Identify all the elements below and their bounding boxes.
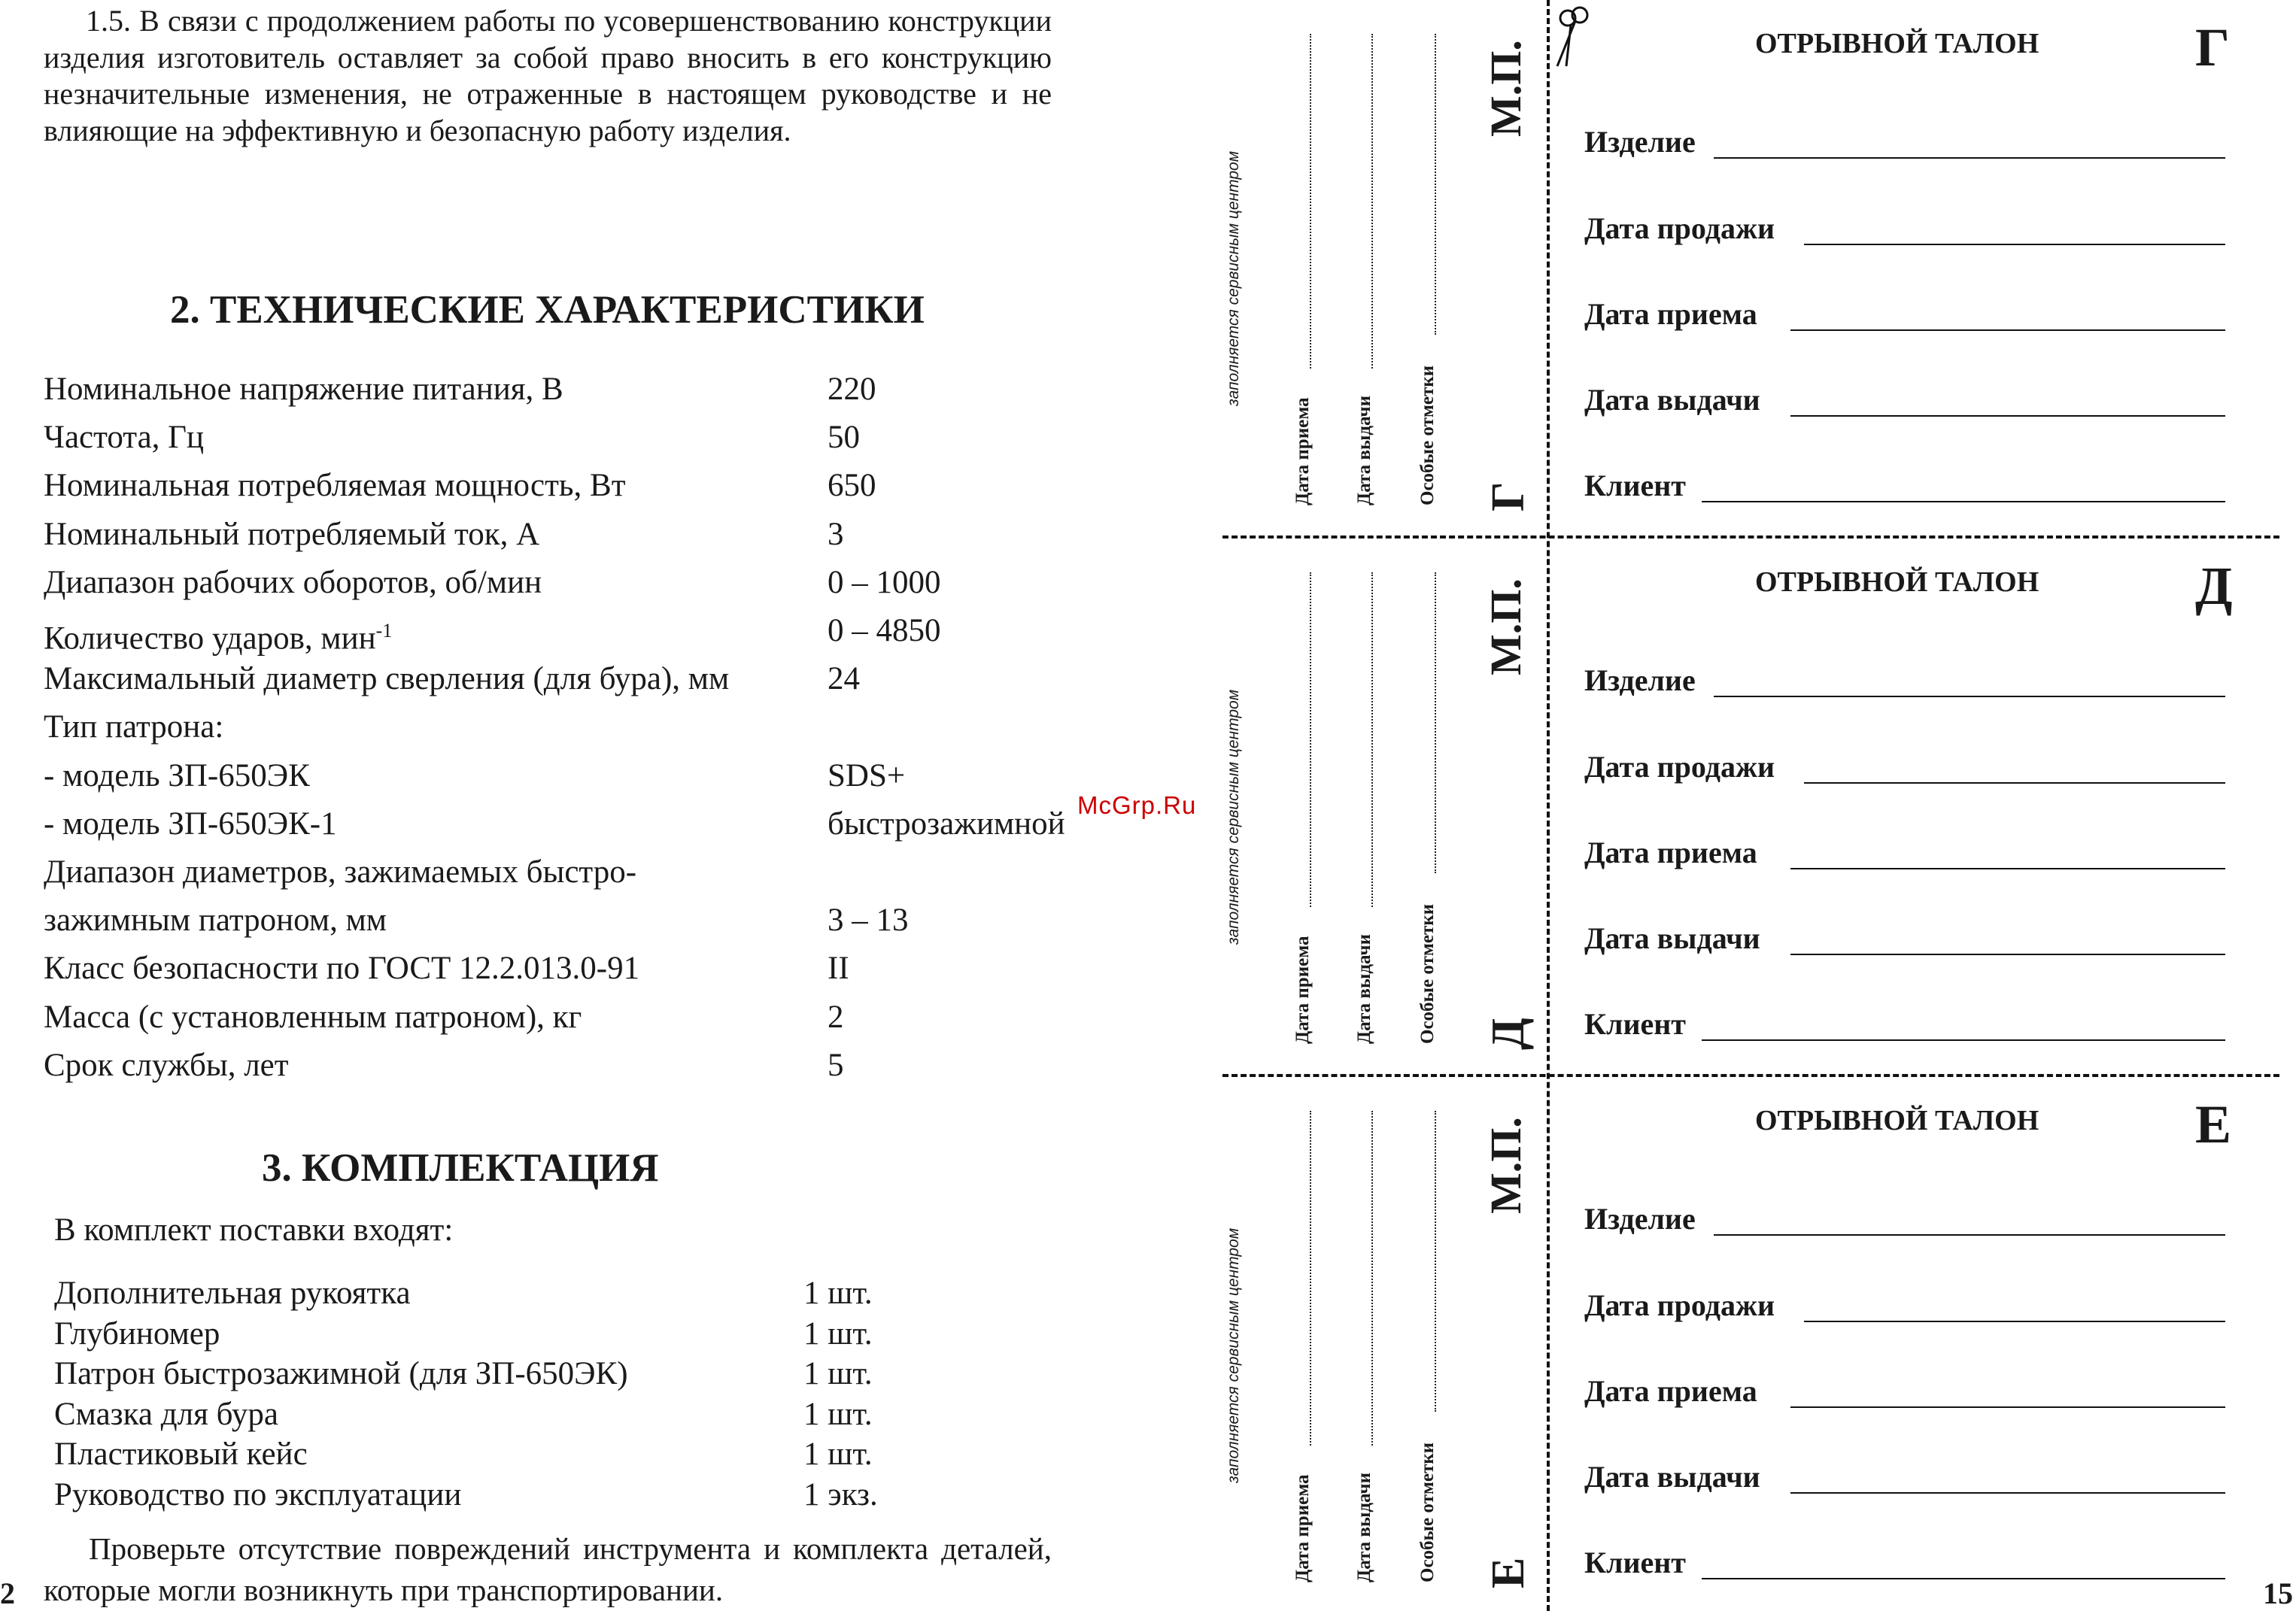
stub-stamp: М.П.	[1481, 578, 1530, 675]
stub-special-notes-dots	[1435, 1111, 1436, 1412]
section-2-title: 2. ТЕХНИЧЕСКИЕ ХАРАКТЕРИСТИКИ	[170, 288, 925, 332]
coupon-field-label: Клиент	[1584, 1007, 1686, 1041]
final-paragraph: Проверьте отсутствие повреждений инструмента и комплекта деталей, которые могли возникнуть при транспортировании.	[44, 1531, 1052, 1607]
coupon-letter: Д	[2195, 556, 2233, 616]
scissors-icon	[1550, 3, 1595, 71]
coupon-field-label: Изделие	[1584, 663, 1696, 697]
stub-special-notes: Особые отметки	[1417, 903, 1438, 1044]
stub-date-issued-dots	[1371, 34, 1373, 369]
coupon-letter: Е	[2195, 1094, 2232, 1154]
coupon-field-label: Дата приема	[1584, 1374, 1757, 1408]
cut-line-horizontal-1	[1222, 535, 2279, 539]
kit-item-name: Смазка для бура	[54, 1396, 278, 1432]
stub-date-received: Дата приема	[1292, 936, 1313, 1044]
coupon-field-underline	[1790, 868, 2225, 869]
coupon-field-label: Дата выдачи	[1584, 383, 1760, 417]
spec-label: Максимальный диаметр сверления (для бура), мм	[44, 661, 730, 697]
spec-label: - модель ЗП-650ЭК	[44, 757, 310, 793]
kit-item-qty: 1 шт.	[803, 1437, 873, 1472]
coupon-title: ОТРЫВНОЙ ТАЛОН	[1755, 566, 2039, 598]
coupon-field-underline	[1790, 1492, 2225, 1494]
spec-value: 5	[828, 1047, 844, 1083]
stub-date-issued-dots	[1371, 572, 1373, 907]
spec-value: 3	[828, 516, 844, 552]
cut-line-vertical	[1547, 0, 1550, 1611]
kit-item-qty: 1 шт.	[803, 1356, 873, 1391]
kit-intro: В комплект поставки входят:	[54, 1212, 454, 1248]
kit-item-name: Дополнительная рукоятка	[54, 1276, 411, 1311]
spec-value: 2	[828, 999, 844, 1035]
kit-item-name: Пластиковый кейс	[54, 1437, 308, 1472]
stub-date-received: Дата приема	[1292, 1474, 1313, 1582]
coupon-field-label: Клиент	[1584, 469, 1686, 502]
coupon-field-label: Дата выдачи	[1584, 1460, 1760, 1494]
spec-value: 0 – 4850	[828, 613, 941, 648]
spec-label: - модель ЗП-650ЭК-1	[44, 806, 337, 842]
stub-date-received-dots	[1310, 572, 1311, 907]
coupon-field-label: Дата выдачи	[1584, 921, 1760, 955]
coupon-letter: Г	[2195, 17, 2230, 77]
spec-label: Диапазон рабочих оборотов, об/мин	[44, 564, 542, 600]
watermark: McGrp.Ru	[1077, 791, 1197, 819]
spec-label: Класс безопасности по ГОСТ 12.2.013.0-91	[44, 951, 640, 987]
spec-value: 24	[828, 661, 860, 697]
intro-paragraph: 1.5. В связи с продолжением работы по усовершенствованию конструкции изделия изготовитель оставляет за собой право вносить в его конструкцию незначительные изменения, не отраженные в настоящем руководстве и не влияющие на эффективную и безопасную работу изделия.	[44, 4, 1052, 147]
page-number-right: 15	[2263, 1576, 2293, 1610]
stub-stamp: М.П.	[1481, 1117, 1530, 1214]
coupon-field-underline	[1790, 329, 2225, 331]
coupon-field-underline	[1714, 1234, 2225, 1236]
stub-letter: Е	[1483, 1557, 1534, 1588]
stub-date-issued: Дата выдачи	[1354, 1472, 1374, 1582]
coupon-field-label: Дата продажи	[1584, 211, 1775, 245]
spec-value: II	[828, 951, 849, 987]
spec-label: Масса (с установленным патроном), кг	[44, 999, 582, 1035]
coupon-field-underline	[1804, 1321, 2225, 1322]
coupon-field-label: Дата продажи	[1584, 1288, 1775, 1322]
spec-value: 3 – 13	[828, 903, 909, 939]
section-3-title: 3. КОМПЛЕКТАЦИЯ	[262, 1146, 659, 1190]
coupon-title: ОТРЫВНОЙ ТАЛОН	[1755, 28, 2039, 59]
coupon-field-underline	[1790, 954, 2225, 955]
spec-value: 50	[828, 420, 860, 456]
stub-special-notes-dots	[1435, 572, 1436, 873]
coupon-field-label: Изделие	[1584, 1202, 1696, 1236]
stub-service-note: заполняется сервисным центром	[1225, 1227, 1242, 1483]
cut-line-horizontal-2	[1222, 1074, 2279, 1077]
spec-label: Количество ударов, мин$^{-1}$	[44, 620, 393, 657]
coupon-field-underline	[1702, 1039, 2225, 1041]
stub-date-issued-dots	[1371, 1111, 1373, 1446]
spec-label: Частота, Гц	[44, 420, 205, 456]
coupon-field-underline	[1804, 244, 2225, 245]
stub-special-notes: Особые отметки	[1417, 365, 1438, 505]
coupon-field-label: Дата приема	[1584, 836, 1757, 869]
spec-label: Номинальное напряжение питания, В	[44, 372, 563, 407]
spec-value: 220	[828, 372, 876, 407]
stub-date-issued: Дата выдачи	[1354, 933, 1374, 1044]
coupon-field-underline	[1702, 1578, 2225, 1579]
coupon-field-label: Дата приема	[1584, 297, 1757, 331]
page-number-left: 2	[0, 1576, 15, 1610]
coupon-field-label: Клиент	[1584, 1546, 1686, 1579]
spec-label: зажимным патроном, мм	[44, 903, 387, 939]
spec-label: Номинальная потребляемая мощность, Вт	[44, 468, 626, 504]
kit-item-qty: 1 шт.	[803, 1315, 873, 1352]
spec-label-superscript: -1	[375, 620, 393, 642]
stub-date-received-dots	[1310, 1111, 1311, 1446]
coupon-field-underline	[1714, 157, 2225, 159]
coupon-field-underline	[1804, 782, 2225, 784]
stub-service-note: заполняется сервисным центром	[1225, 689, 1242, 945]
coupon-title: ОТРЫВНОЙ ТАЛОН	[1755, 1105, 2039, 1136]
coupon-field-label: Дата продажи	[1584, 750, 1775, 784]
spec-label: Номинальный потребляемый ток, А	[44, 516, 540, 552]
kit-item-name: Патрон быстрозажимной (для ЗП-650ЭК)	[54, 1356, 628, 1391]
kit-item-name: Руководство по эксплуатации	[54, 1476, 462, 1512]
stub-letter: Д	[1483, 1018, 1534, 1050]
coupon-field-label: Изделие	[1584, 125, 1696, 159]
stub-service-note: заполняется сервисным центром	[1225, 150, 1242, 406]
stub-letter: Г	[1483, 481, 1534, 511]
stub-stamp: М.П.	[1481, 40, 1530, 137]
coupon-field-underline	[1790, 1406, 2225, 1408]
spec-value: быстрозажимной	[828, 806, 1065, 842]
coupon-field-underline	[1714, 696, 2225, 697]
kit-item-qty: 1 экз.	[803, 1476, 878, 1512]
kit-item-qty: 1 шт.	[803, 1276, 873, 1311]
spec-label: Тип патрона:	[44, 709, 224, 745]
stub-special-notes: Особые отметки	[1417, 1442, 1438, 1582]
spec-value: SDS+	[828, 757, 906, 793]
stub-special-notes-dots	[1435, 34, 1436, 335]
spec-label: Срок службы, лет	[44, 1047, 289, 1083]
coupon-field-underline	[1790, 415, 2225, 417]
stub-date-received-dots	[1310, 34, 1311, 369]
kit-item-qty: 1 шт.	[803, 1396, 873, 1432]
stub-date-issued: Дата выдачи	[1354, 395, 1374, 505]
spec-label: Диапазон диаметров, зажимаемых быстро-	[44, 854, 637, 890]
spec-value: 650	[828, 468, 876, 504]
stub-date-received: Дата приема	[1292, 397, 1313, 505]
spec-value: 0 – 1000	[828, 564, 941, 600]
kit-item-name: Глубиномер	[54, 1315, 220, 1352]
coupon-field-underline	[1702, 501, 2225, 502]
